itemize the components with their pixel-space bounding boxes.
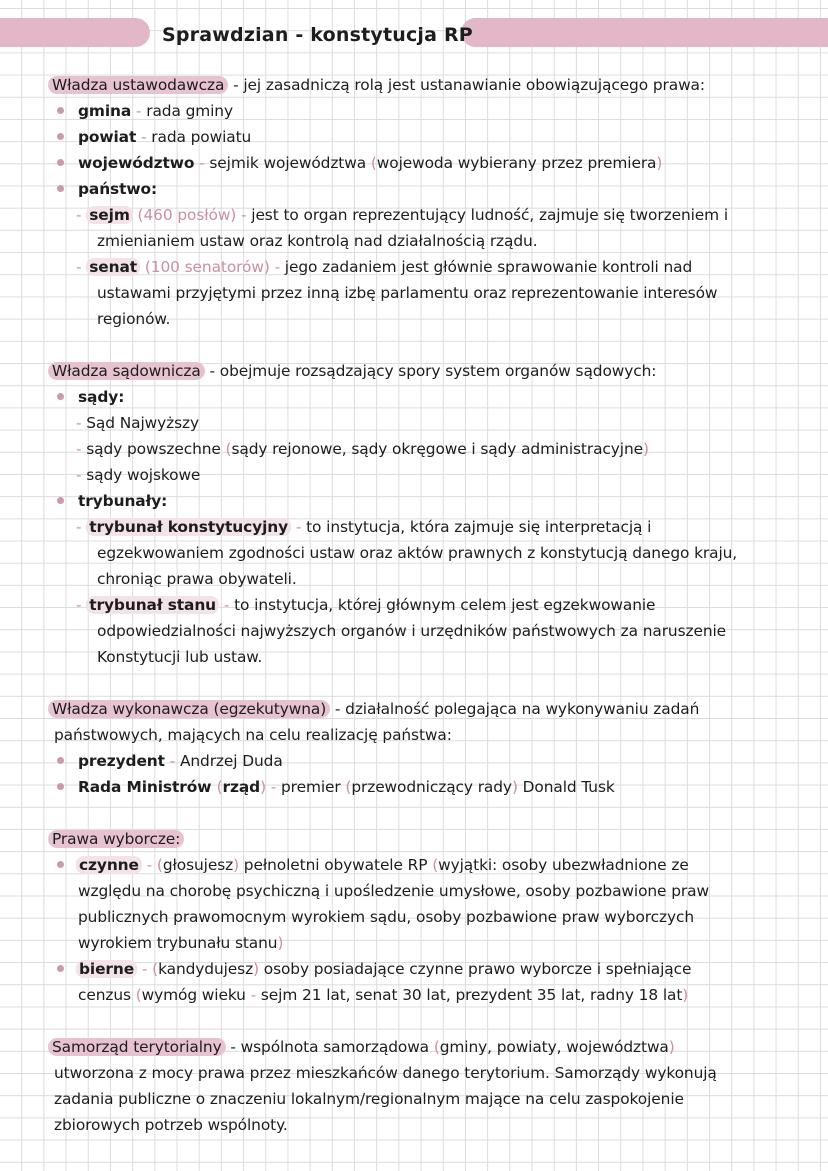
section-sadownicza-heading-line: Władza sądownicza - obejmuje rozsądzający spory system organów sądowych: [48, 359, 656, 383]
bullet-icon [57, 133, 64, 140]
list-item-cont: publicznych prawomocnym wyrokiem sądu, osoby pozbawione praw wyborczych [78, 908, 695, 926]
sub-item-ts: - trybunał stanu - to instytucja, której głównym celem jest egzekwowanie [76, 596, 656, 614]
section-heading: Prawa wyborcze: [48, 830, 184, 848]
sub-item-cont: odpowiedzialności najwyższych organów i urzędników państwowych za naruszenie [97, 622, 727, 640]
page-title: Sprawdzian - konstytucja RP [162, 24, 473, 46]
bullet-icon [57, 861, 64, 868]
bullet-icon [57, 783, 64, 790]
section-intro-cont: państwowych, mających na celu realizację państwa: [54, 726, 452, 744]
sub-item-cont: chroniąc prawa obywateli. [97, 570, 297, 588]
list-item: gmina - rada gminy [78, 102, 233, 120]
bullet-icon [57, 497, 64, 504]
list-item-cont: wyrokiem trybunału stanu) [78, 934, 284, 952]
sub-item-tk: - trybunał konstytucyjny - to instytucja, która zajmuje się interpretacją i [76, 518, 652, 536]
bullet-icon [57, 107, 64, 114]
bullet-icon [57, 159, 64, 166]
bullet-icon [57, 185, 64, 192]
bullet-icon [57, 393, 64, 400]
list-item: powiat - rada powiatu [78, 128, 252, 146]
paragraph-line: zbiorowych potrzeb wspólnoty. [54, 1116, 288, 1134]
section-heading: Władza wykonawcza (egzekutywna) [48, 700, 330, 718]
list-item: trybunały: [78, 492, 168, 510]
list-item: prezydent - Andrzej Duda [78, 752, 283, 770]
list-item: województwo - sejmik województwa (wojewoda wybierany przez premiera) [78, 154, 663, 172]
section-samorzad-heading-line: Samorząd terytorialny - wspólnota samorządowa (gminy, powiaty, województwa) [48, 1035, 675, 1059]
sub-item-sejm-cont: zmienianiem ustaw oraz kontrolą nad działalnością rządu. [97, 232, 538, 250]
header-decoration-left [0, 18, 150, 47]
sub-item-cont: Konstytucji lub ustaw. [97, 648, 263, 666]
section-ustawodawcza-heading-line: Władza ustawodawcza - jej zasadniczą rolą jest ustanawianie obowiązującego prawa: [48, 73, 705, 97]
sub-item-senat-cont: ustawami przyjętymi przez inną izbę parlamentu oraz reprezentowanie interesów [97, 284, 718, 302]
list-item: Rada Ministrów (rząd) - premier (przewodniczący rady) Donald Tusk [78, 778, 615, 796]
section-wyborcze-heading-line [48, 827, 184, 851]
sub-item: - sądy powszechne (sądy rejonowe, sądy okręgowe i sądy administracyjne) [76, 440, 649, 458]
sub-item-cont: egzekwowaniem zgodności ustaw oraz aktów prawnych z konstytucją danego kraju, [97, 544, 738, 562]
sub-item-senat: - senat (100 senatorów) - jego zadaniem jest głównie sprawowanie kontroli nad [76, 258, 693, 276]
sub-item: - Sąd Najwyższy [76, 414, 200, 432]
section-heading: Władza sądownicza [48, 362, 205, 380]
paragraph-line: utworzona z mocy prawa przez mieszkańców danego terytorium. Samorządy wykonują [54, 1064, 717, 1082]
list-item: państwo: [78, 180, 158, 198]
section-heading: Władza ustawodawcza [48, 76, 228, 94]
sub-item: - sądy wojskowe [76, 466, 201, 484]
bullet-icon [57, 757, 64, 764]
section-wykonawcza-heading-line: Władza wykonawcza (egzekutywna) - działalność polegająca na wykonywaniu zadań [48, 697, 699, 721]
sub-item-senat-cont: regionów. [97, 310, 171, 328]
paragraph-line: zadania publiczne o znaczeniu lokalnym/regionalnym mające na celu zaspokojenie [54, 1090, 684, 1108]
section-heading: Samorząd terytorialny [48, 1038, 226, 1056]
list-item-cont: cenzus (wymóg wieku - sejm 21 lat, senat 30 lat, prezydent 35 lat, radny 18 lat) [78, 986, 689, 1004]
list-item: sądy: [78, 388, 125, 406]
list-item-czynne: czynne - (głosujesz) pełnoletni obywatele RP (wyjątki: osoby ubezwładnione ze [76, 853, 689, 877]
list-item-bierne: bierne - (kandydujesz) osoby posiadające czynne prawo wyborcze i spełniające [76, 957, 691, 981]
header-decoration-right [461, 18, 828, 47]
sub-item-sejm: - sejm (460 posłów) - jest to organ reprezentujący ludność, zajmuje się tworzeniem i [76, 206, 728, 224]
bullet-icon [57, 965, 64, 972]
list-item-cont: względu na chorobę psychiczną i upośledzenie umysłowe, osoby pozbawione praw [78, 882, 709, 900]
